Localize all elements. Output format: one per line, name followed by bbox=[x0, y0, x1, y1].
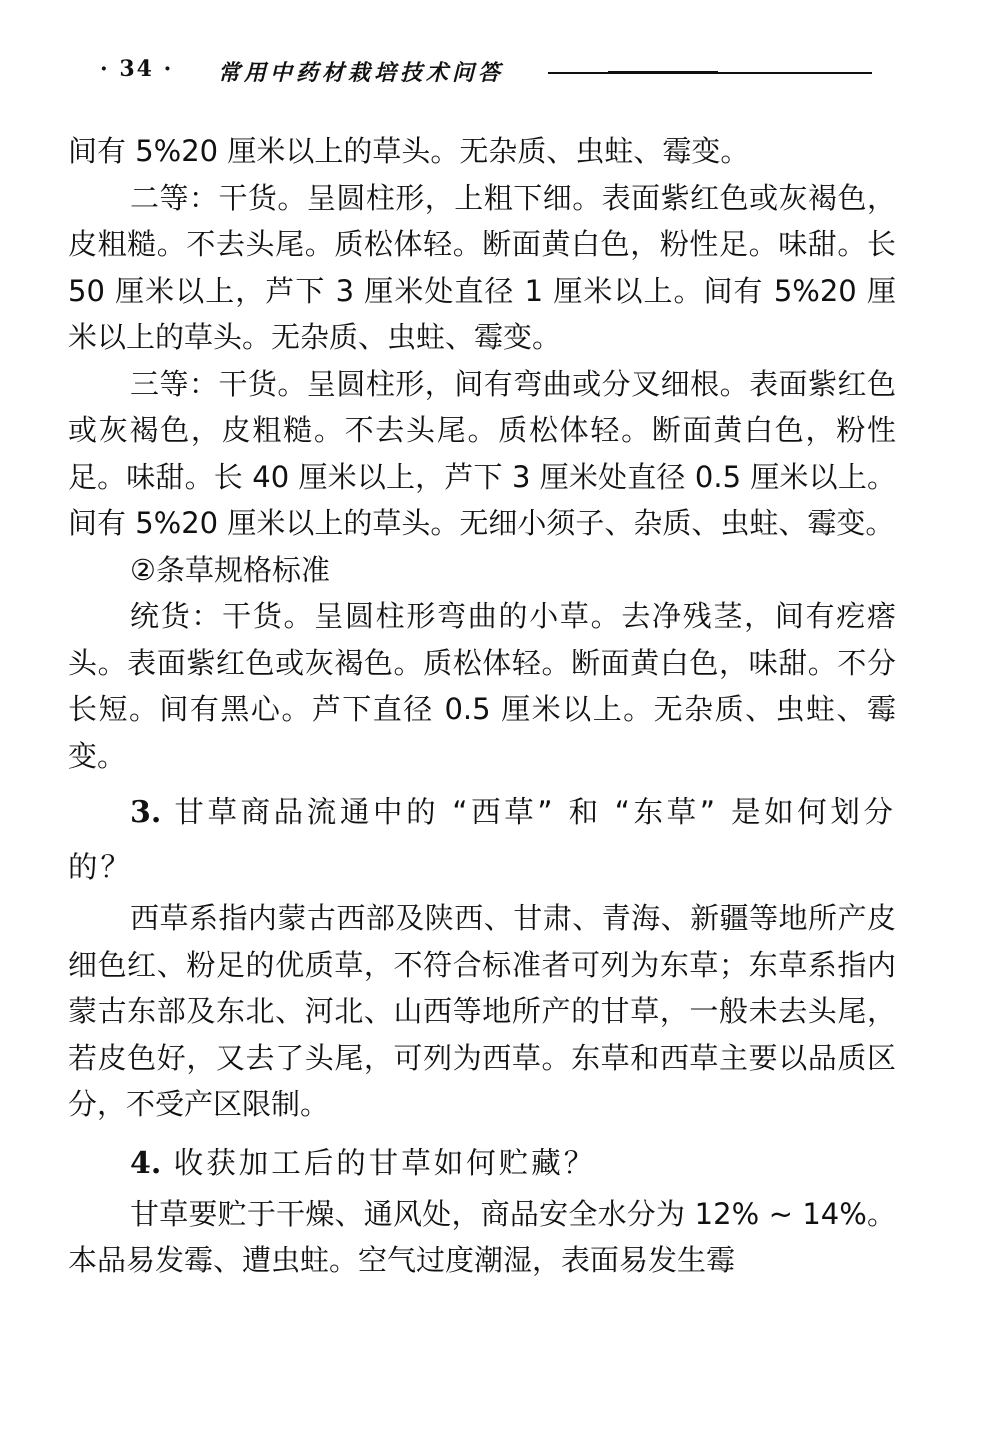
paragraph-grade-two: 二等：干货。呈圆柱形，上粗下细。表面紫红色或灰褐色，皮粗糙。不去头尾。质松体轻。断面黄白色，粉性足。味甜。长 50 厘米以上，芦下 3 厘米处直径 1 厘米以上。间有 5%20 厘米以上的草头。无杂质、虫蛀、霉变。 bbox=[68, 180, 896, 354]
header-rule-thick bbox=[608, 71, 718, 74]
section-gap bbox=[68, 1128, 896, 1136]
page-number: · 34 · bbox=[100, 56, 174, 82]
question-3-heading bbox=[68, 779, 896, 895]
answer-3-paragraph: 西草系指内蒙古西部及陕西、甘肃、青海、新疆等地所产皮细色红、粉足的优质草，不符合标准者可列为东草；东草系指内蒙古东部及东北、河北、山西等地所产的甘草，一般未去头尾，若皮色好，又去了头尾，可列为西草。东草和西草主要以品质区分，不受产区限制。 bbox=[68, 901, 896, 1121]
body-text bbox=[68, 128, 896, 1284]
answer-4-paragraph: 甘草要贮于干燥、通风处，商品安全水分为 12% ~ 14%。本品易发霉、遭虫蛀。空气过度潮湿，表面易发生霉 bbox=[68, 1196, 896, 1277]
paragraph-standard-goods: 统货：干货。呈圆柱形弯曲的小草。去净残茎，间有疙瘩头。表面紫红色或灰褐色。质松体轻。断面黄白色，味甜。不分长短。间有黑心。芦下直径 0.5 厘米以上。无杂质、虫蛀、霉变。 bbox=[68, 599, 896, 773]
question-4-number: 4. bbox=[130, 1145, 162, 1181]
page-header bbox=[100, 52, 880, 92]
running-title: 常用中药材栽培技术问答 bbox=[218, 60, 505, 86]
paragraph-continuation: 间有 5%20 厘米以上的草头。无杂质、虫蛀、霉变。 bbox=[68, 134, 750, 168]
question-3-text: 甘草商品流通中的 “西草” 和 “东草” 是如何划分的？ bbox=[68, 795, 896, 884]
question-3-number: 3. bbox=[130, 795, 162, 830]
question-4-text: 收获加工后的甘草如何贮藏？ bbox=[173, 1145, 597, 1180]
subheading-strip-standard: ②条草规格标准 bbox=[130, 552, 330, 587]
paragraph-grade-three: 三等：干货。呈圆柱形，间有弯曲或分叉细根。表面紫红色或灰褐色，皮粗糙。不去头尾。质松体轻。断面黄白色，粉性足。味甜。长 40 厘米以上，芦下 3 厘米处直径 0.5 厘米以上。间有 5%20 厘米以上的草头。无细小须子、杂质、虫蛀、霉变。 bbox=[68, 366, 896, 540]
question-4-heading bbox=[68, 1136, 896, 1191]
header-rule bbox=[548, 72, 872, 74]
